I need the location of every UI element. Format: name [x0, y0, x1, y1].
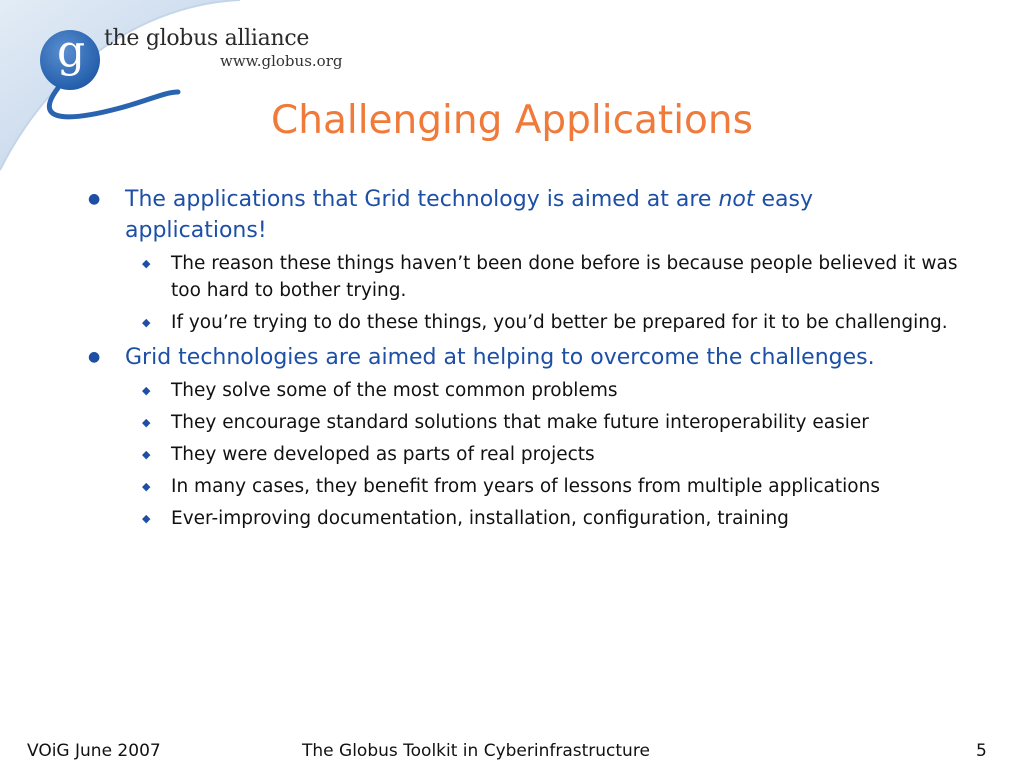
footer-center: The Globus Toolkit in Cyberinfrastructure [302, 741, 650, 761]
diamond-bullet-icon: ◆ [142, 384, 151, 397]
page-number: 5 [976, 741, 987, 761]
subbullet [88, 505, 958, 532]
bullet-1-text-post: easy applications! [125, 187, 813, 243]
subbullet-text: They encourage standard solutions that make future interoperability easier [171, 412, 869, 433]
subbullet [88, 409, 958, 436]
slide-title: Challenging Applications [271, 98, 753, 143]
bullet-2-subitems [88, 377, 958, 532]
bullet-2 [88, 342, 958, 373]
footer-left: VOiG June 2007 [27, 741, 161, 761]
logo-url-text: www.globus.org [220, 52, 343, 70]
bullet-dot-icon: ● [88, 191, 101, 207]
logo-letter: g [57, 26, 86, 77]
diamond-bullet-icon: ◆ [142, 416, 151, 429]
subbullet-text: In many cases, they benefit from years of lessons from multiple applications [171, 476, 880, 497]
subbullet [88, 250, 958, 304]
subbullet-text: They were developed as parts of real projects [171, 444, 595, 465]
subbullet [88, 441, 958, 468]
bullet-1-emphasis: not [718, 187, 755, 212]
bullet-dot-icon: ● [88, 349, 101, 365]
bullet-1 [88, 184, 958, 246]
subbullet-text: They solve some of the most common problems [171, 380, 618, 401]
bullet-2-text: Grid technologies are aimed at helping to overcome the challenges. [125, 345, 875, 370]
diamond-bullet-icon: ◆ [142, 512, 151, 525]
subbullet-text: Ever-improving documentation, installation, configuration, training [171, 508, 789, 529]
bullet-1-text-pre: The applications that Grid technology is aimed at are [125, 187, 719, 212]
bullet-1-subitems [88, 250, 958, 336]
diamond-bullet-icon: ◆ [142, 448, 151, 461]
diamond-bullet-icon: ◆ [142, 257, 151, 270]
subbullet [88, 377, 958, 404]
slide-body [88, 184, 958, 537]
logo-swoosh [49, 88, 178, 117]
diamond-bullet-icon: ◆ [142, 480, 151, 493]
subbullet [88, 309, 958, 336]
logo-brand-text: the globus alliance [104, 26, 310, 51]
logo-wordmark [104, 26, 343, 70]
subbullet-text: The reason these things haven’t been done before is because people believed it was too hard to bother trying. [171, 253, 958, 301]
subbullet [88, 473, 958, 500]
subbullet-text: If you’re trying to do these things, you’d better be prepared for it to be challenging. [171, 312, 948, 333]
diamond-bullet-icon: ◆ [142, 316, 151, 329]
